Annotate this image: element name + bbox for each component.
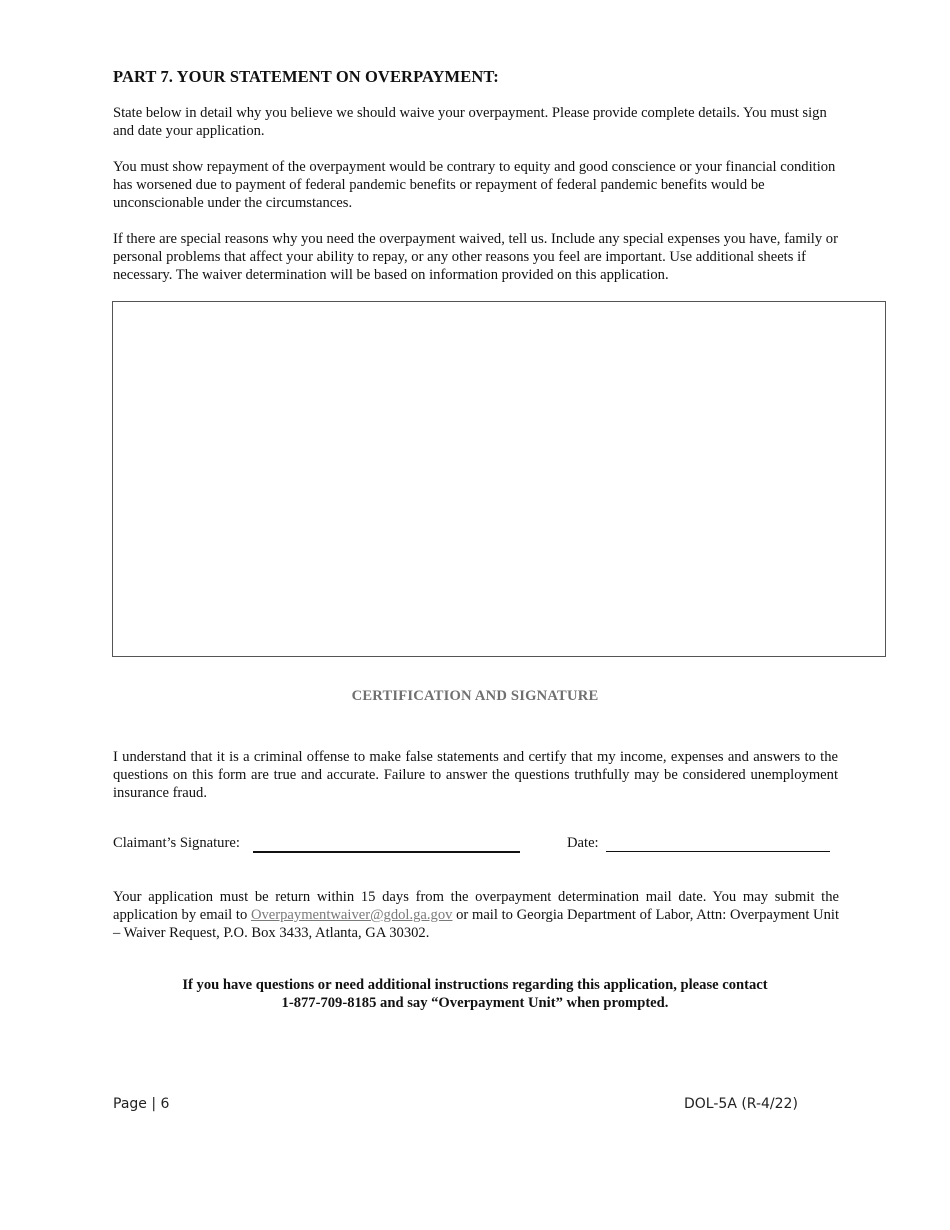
date-field[interactable] <box>606 851 830 852</box>
form-id: DOL-5A (R-4/22) <box>684 1096 798 1112</box>
submission-text-after: or mail to Georgia Department of Labor, Attn: Overpayment Unit – Waiver Request, P.O. Box 3433, Atlanta, GA 30302. <box>113 907 840 941</box>
claimant-signature-label: Claimant’s Signature: <box>113 835 240 851</box>
section-heading: PART 7. YOUR STATEMENT ON OVERPAYMENT: <box>113 67 499 86</box>
certification-text: I understand that it is a criminal offense to make false statements and certify that my income, expenses and answers to the questions on this form are true and accurate. Failure to answer the questions truthfully may be considered unemployment insurance fraud. <box>113 749 838 801</box>
statement-text-box[interactable] <box>112 301 886 657</box>
instruction-paragraph-1: State below in detail why you believe we should waive your overpayment. Please provide complete details. You must sign and date your application. <box>113 105 827 139</box>
email-link[interactable]: Overpaymentwaiver@gdol.ga.gov <box>250 907 453 923</box>
certification-heading: CERTIFICATION AND SIGNATURE <box>351 688 599 704</box>
instruction-paragraph-3: If there are special reasons why you need the overpayment waived, tell us. Include any special expenses you have, family or personal problems that affect your ability to repay, or any other reasons you feel are important. Use additional sheets if necessary. The waiver determination will be based on information provided on this application. <box>113 231 838 283</box>
submission-text-before: Your application must be return within 15 days from the overpayment determination mail date. You may submit the application by email to <box>113 889 839 923</box>
page-number: Page | 6 <box>113 1096 170 1112</box>
claimant-signature-field[interactable] <box>253 851 520 853</box>
contact-notice <box>0 976 950 1012</box>
contact-line-2: 1-877-709-8185 and say “Overpayment Unit” when prompted. <box>281 995 669 1011</box>
submission-instructions <box>113 888 839 942</box>
date-label: Date: <box>567 835 599 851</box>
instruction-paragraph-2: You must show repayment of the overpayment would be contrary to equity and good conscience or your financial condition has worsened due to payment of federal pandemic benefits or repayment of federal pandemic benefits would be unconscionable under the circumstances. <box>113 159 836 211</box>
contact-line-1: If you have questions or need additional instructions regarding this application, please contact <box>182 977 768 993</box>
signature-row <box>113 835 853 855</box>
